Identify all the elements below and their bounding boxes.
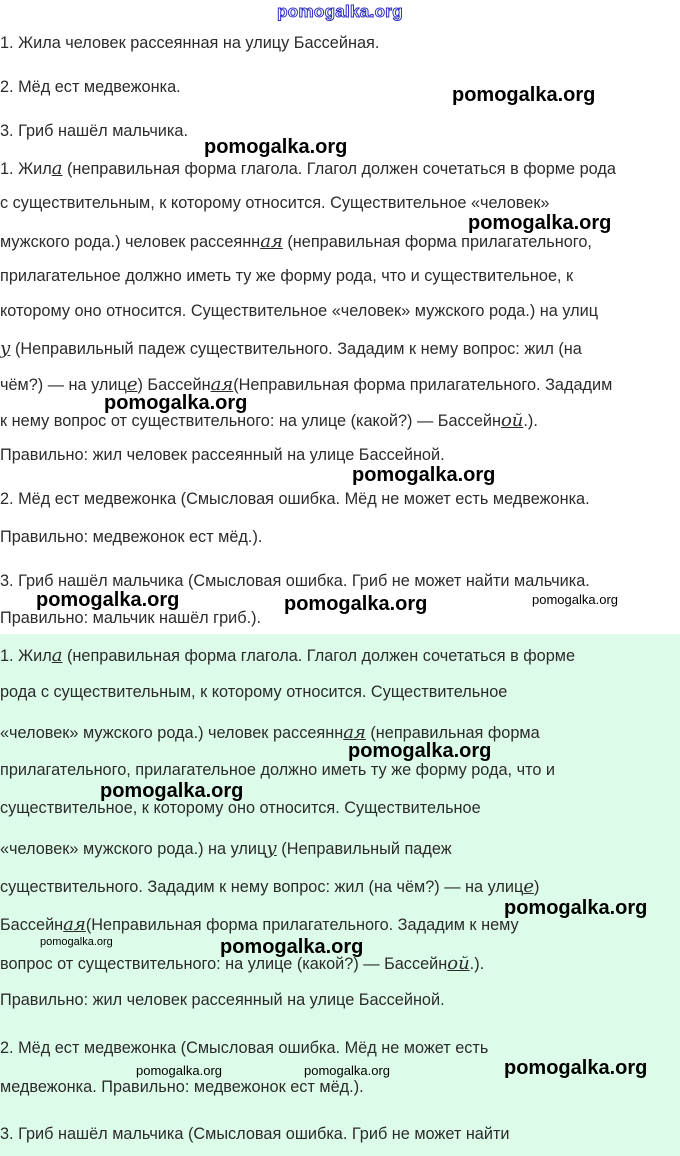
answer-line: «человек» мужского рода.) человек рассеянная (неправильная форма [0,722,540,743]
watermark: pomogalka.org [40,936,113,948]
answer-line: Правильно: мальчик нашёл гриб.). [0,609,262,627]
answer-line: Правильно: жил человек рассеянный на улице Бассейной. [0,991,445,1009]
watermark: pomogalka.org [352,464,496,486]
answer-line: существительное, к которому оно относится. Существительное [0,799,481,817]
answer-line: Правильно: жил человек рассеянный на улице Бассейной. [0,446,445,464]
answer-line: 2. Мёд ест медвежонка (Смысловая ошибка. Мёд не может есть [0,1039,489,1057]
answer-line: 1. Жила (неправильная форма глагола. Глагол должен сочетаться в форме [0,645,576,666]
watermark: pomogalka.org [104,392,248,414]
watermark: pomogalka.org [532,592,618,607]
highlight-ending: ая [343,722,366,743]
highlight-ending: ой [447,953,470,974]
highlight-ending: ая [210,374,234,395]
answer-line: прилагательное должно иметь ту же форму рода, что и существительное, к [0,267,574,285]
watermark: pomogalka.org [136,1063,222,1078]
watermark: pomogalka.org [284,593,428,615]
answer-line: вопрос от существительного: на улице (какой?) — Бассейной.). [0,953,485,974]
answer-line: Бассейная(Неправильная форма прилагательного. Зададим к нему [0,914,519,935]
answer-line: Правильно: медвежонок ест мёд.). [0,528,263,546]
answer-line: 1. Жила (неправильная форма глагола. Глагол должен сочетаться в форме рода [0,158,616,179]
highlight-ending: у [0,338,11,359]
answer-line: 3. Гриб нашёл мальчика (Смысловая ошибка. Гриб не может найти [0,1125,510,1143]
answer-line: чём?) — на улице) Бассейная(Неправильная форма прилагательного. Зададим [0,374,613,395]
watermark: pomogalka.org [468,212,612,234]
highlight-ending: ая [260,231,283,252]
watermark: pomogalka.org [452,84,596,106]
answer-line: к нему вопрос от существительного: на улице (какой?) — Бассейной.). [0,410,538,431]
answer-line: 3. Гриб нашёл мальчика (Смысловая ошибка. Гриб не может найти мальчика. [0,572,590,590]
highlight-ending: ой [500,410,524,431]
watermark: pomogalka.org [204,136,348,158]
watermark: pomogalka.org [36,589,180,611]
watermark: pomogalka.org [504,897,648,919]
answer-line: 2. Мёд ест медвежонка (Смысловая ошибка. Мёд не может есть медвежонка. [0,490,590,508]
watermark: pomogalka.org [220,936,364,958]
site-header-link[interactable]: pomogalka.org [277,2,403,21]
answer-line: прилагательного, прилагательное должно иметь ту же форму рода, что и [0,761,556,779]
task-sentence-1: 1. Жила человек рассеянная на улицу Бассейная. [0,34,380,52]
highlight-ending: у [266,838,277,859]
answer-line: «человек» мужского рода.) на улицу (Неправильный падеж [0,838,452,859]
watermark: pomogalka.org [304,1063,390,1078]
answer-line: у (Неправильный падеж существительного. Зададим к нему вопрос: жил (на [0,338,582,359]
answer-line: рода с существительным, к которому относится. Существительное [0,683,508,701]
highlight-ending: ая [63,914,86,935]
highlight-ending: е [523,876,534,897]
task-sentence-3: 3. Гриб нашёл мальчика. [0,122,188,140]
watermark: pomogalka.org [504,1057,648,1079]
answer-line: существительного. Зададим к нему вопрос: жил (на чём?) — на улице) [0,876,540,897]
highlight-ending: а [51,645,63,666]
answer-line: медвежонка. Правильно: медвежонок ест мёд.). [0,1078,364,1096]
answer-line: с существительным, к которому относится. Существительное «человек» [0,194,550,212]
highlight-ending: а [51,158,63,179]
task-sentence-2: 2. Мёд ест медвежонка. [0,78,181,96]
watermark: pomogalka.org [348,740,492,762]
highlight-ending: е [126,374,138,395]
watermark: pomogalka.org [100,780,244,802]
answer-line: которому оно относится. Существительное «человек» мужского рода.) на улиц [0,302,599,320]
answer-line: мужского рода.) человек рассеянная (неправильная форма прилагательного, [0,231,592,252]
